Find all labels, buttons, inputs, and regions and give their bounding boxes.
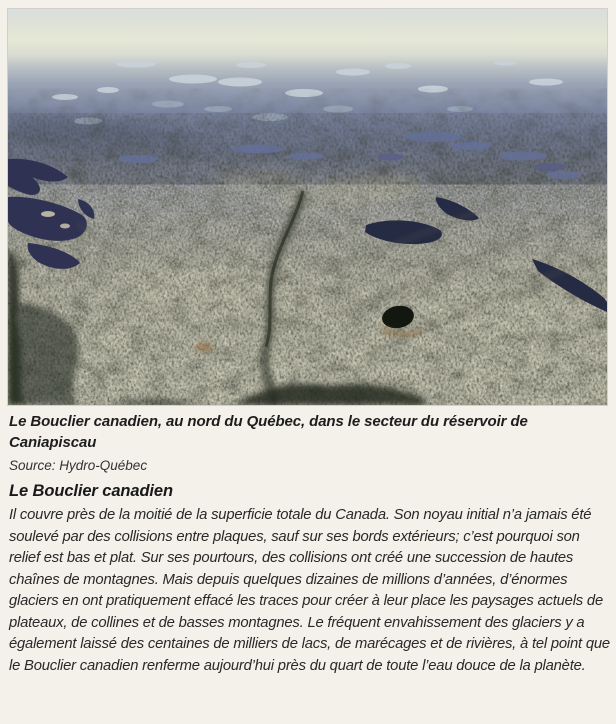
- section-body: Il couvre près de la moitié de la superficie totale du Canada. Son noyau initial n’a jamais été soulevé par des collisions entre plaques, sauf sur ses bords extérieurs; c’est pourquoi son relief est bas et plat. Sur ses pourtours, des collisions ont créé une succession de hautes chaînes de montagnes. Mais depuis quelques dizaines de millions d’années, d’énormes glaciers en ont pratiquement effacé les traces pour créer à leur place les paysages actuels de plateaux, de collines et de basses montagnes. Le fréquent envahissement des glaciers y a également laissé des centaines de milliers de lacs, de marécages et de rivières, à tel point que le Bouclier canadien renferme aujourd’hui près du quart de toute l’eau douce de la planète.: [9, 507, 610, 674]
- photo-rust-spot: [195, 343, 213, 351]
- photo-caption: Le Bouclier canadien, au nord du Québec, dans le secteur du réservoir de Caniapiscau: [9, 413, 528, 451]
- aerial-photo-figure: [8, 9, 607, 405]
- photo-lake-island: [41, 211, 55, 217]
- section-heading: Le Bouclier canadien: [9, 482, 173, 500]
- photo-source: Source: Hydro-Québec: [9, 458, 148, 473]
- photo-lichen-speckle: [8, 189, 607, 405]
- aerial-photo: [8, 9, 607, 405]
- photo-small-lake: [377, 154, 403, 161]
- photo-lake-island: [60, 224, 70, 229]
- photo-small-lake: [533, 163, 567, 171]
